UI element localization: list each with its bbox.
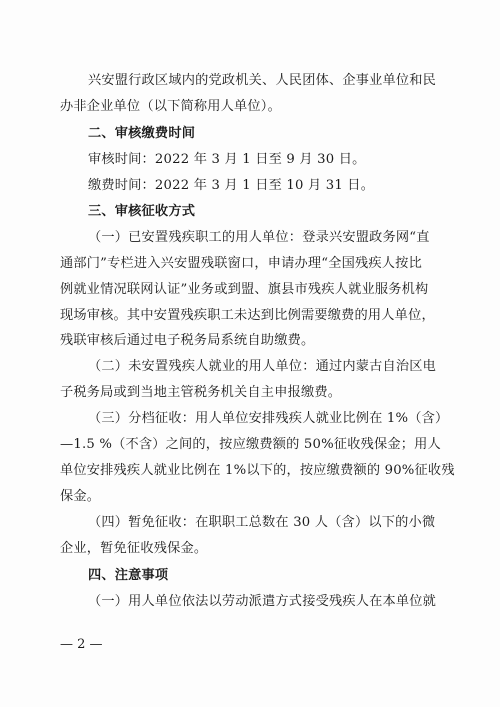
paragraph-line: 缴费时间：2022 年 3 月 1 日至 10 月 31 日。 — [88, 178, 375, 193]
paragraph-line: 现场审核。其中安置残疾职工未达到比例需要缴费的用人单位， — [60, 308, 435, 323]
page-number: — 2 — — [60, 637, 103, 652]
section-heading: 二、审核缴费时间 — [88, 126, 196, 141]
section-heading: 四、注意事项 — [88, 568, 169, 583]
paragraph-line: 子税务局或到当地主管税务机关自主申报缴费。 — [60, 385, 342, 400]
paragraph-line: （二）未安置残疾人就业的用人单位：通过内蒙古自治区电 — [88, 359, 437, 374]
paragraph-line: 单位安排残疾人就业比例在 1%以下的，按应缴费额的 90%征收残 — [60, 463, 455, 478]
paragraph-line: 办非企业单位（以下简称用人单位）。 — [60, 99, 281, 114]
paragraph-line: （四）暂免征收：在职职工总数在 30 人（含）以下的小微 — [88, 515, 436, 530]
paragraph-line: （一）用人单位依法以劳动派遣方式接受残疾人在本单位就 — [88, 594, 437, 609]
section-heading: 三、审核征收方式 — [88, 204, 196, 219]
paragraph-line: 企业，暂免征收残保金。 — [60, 541, 208, 556]
paragraph-line: （一）已安置残疾职工的用人单位：登录兴安盟政务网“直 — [88, 230, 430, 245]
paragraph-line: 通部门”专栏进入兴安盟残联窗口，申请办理“全国残疾人按比 — [60, 256, 422, 271]
paragraph-line: 残联审核后通过电子税务局系统自助缴费。 — [60, 333, 315, 348]
paragraph-line: 兴安盟行政区域内的党政机关、人民团体、企事业单位和民 — [88, 73, 437, 88]
paragraph-line: 例就业情况联网认证”业务或到盟、旗县市残疾人就业服务机构 — [60, 282, 429, 297]
paragraph-line: 保金。 — [60, 489, 101, 504]
paragraph-line: 审核时间：2022 年 3 月 1 日至 9 月 30 日。 — [88, 152, 366, 167]
paragraph-line: —1.5 %（不含）之间的，按应缴费额的 50%征收残保金；用人 — [60, 437, 441, 452]
paragraph-line: （三）分档征收：用人单位安排残疾人就业比例在 1%（含） — [88, 411, 449, 426]
